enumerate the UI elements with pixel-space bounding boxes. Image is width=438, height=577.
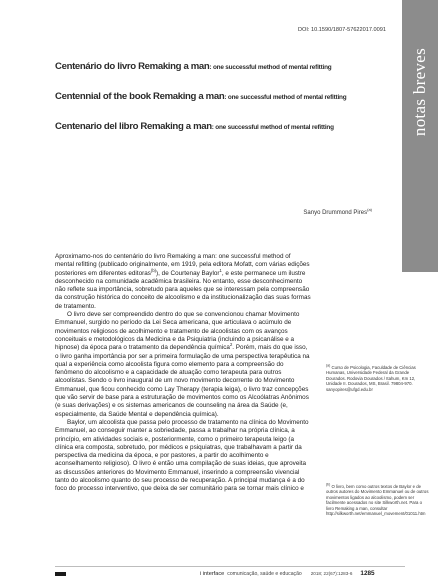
body-text: . Porém, mais do que isso, o livro ganha importância por ser a primeira formulação de uma perspectiva terapêutica na qual a experiência como alcoolista figura como elemento para a compreensão do fenômeno do alcoolismo e a capacidade de atuação como terapeuta para outros alcoolistas. Sendo o livro inaugural de um novo movimento decorrente do Movimento Emmanuel, que ficou conhecido como Lay Therapy (terapia leiga), o livro traz concepções que vão servir de base para a estruturação de movimentos como os Alcoólatras Anônimos (e suas derivações) e os sistemas americanos de counseling na área da Saúde (e, especialmente, da Saúde Mental e dependência química).	[55, 344, 310, 418]
journal-name: comunicação, saúde e educação	[227, 570, 302, 577]
footnote-source	[326, 484, 430, 516]
footer-divider	[55, 566, 405, 567]
issue-citation: 2018; 22(67):1283-6	[310, 571, 353, 576]
footnote-affiliation	[326, 365, 430, 392]
body-text: Aproximamo-nos do centenário do livro Remaking a man: one successful method of mental refitting (publicado originalmente, em 1919, pela editora Mofatt, com várias edições posteriores em diferentes editoras	[55, 253, 310, 277]
section-tab	[402, 0, 438, 272]
footnote-mark: (b)	[326, 482, 331, 487]
cc-license-icon	[55, 572, 66, 576]
title-portuguese	[55, 56, 332, 74]
title-subtitle: : one successful method of mental refitting	[224, 94, 347, 101]
body-paragraph	[55, 311, 311, 419]
title-subtitle: : one successful method of mental refitting	[209, 64, 332, 71]
body-text: ), de Courtenay Baylor	[156, 269, 220, 277]
footnote-text: O livro, bem como outros textos de Baylor e de outros autores do Movimento Emmanuel ou de outros movimentos ligados ao alcoolismo, podem ser facilmente acessados no site Silkworth.net. Para o livro Remaking a man, consultar http://silkworth.net/emmanuel_movement/01011.htm	[326, 484, 429, 517]
doi-line: DOI: 10.1590/1807-57622017.0091	[297, 27, 386, 33]
author-note-mark: (a)	[367, 207, 372, 212]
page-footer	[200, 570, 410, 577]
author-line	[256, 207, 372, 216]
body-paragraph	[55, 253, 311, 311]
journal-logo: i interface	[200, 570, 225, 577]
title-english	[55, 86, 346, 104]
reference-number: 2	[229, 342, 233, 348]
body-text: , e este permanece um ilustre desconhecido na comunidade acadêmica brasileira. No entanto, esse desconhecimento não reflete sua importância, sobretudo para aqueles que se interessam pela compreensão da construção histórica do conceito de alcoolismo e da institucionalização das suas formas de tratamento.	[55, 269, 311, 310]
title-main: Centenário do livro Remaking a man	[55, 61, 210, 72]
reference-number: 1	[219, 267, 222, 273]
title-spanish	[55, 116, 334, 134]
body-paragraph: Baylor, um alcoolista que passa pelo processo de tratamento na clínica do Movimento Emmanuel, ao conseguir manter a sobriedade, passa a trabalhar na própria clínica, a princípio, em atividades sociais e, posteriormente, como o primeiro terapeuta leigo (a clínica era composta, sobretudo, por médicos e psiquiatras, que trabalhavam a partir da perspectiva da medicina da época, e por pastores, a partir do acolhimento e aconselhamento religioso). O livro é então uma compilação de suas ideias, que aproveita as discussões anteriores do Movimento Emmanuel, inserindo a compreensão vivencial tanto do alcoolismo quanto do seu processo de recuperação. A principal mudança é a do foco do processo interventivo, que deixa de ser comunitário para se tornar mais clínico e	[55, 418, 309, 493]
title-subtitle: : one successful method of mental refitting	[211, 124, 334, 131]
footnote-ref: (b)	[150, 267, 157, 273]
title-main: Centenario del libro Remaking a man	[55, 121, 212, 132]
page-number: 1285	[360, 570, 375, 577]
section-tab-label: notas breves	[410, 48, 429, 137]
footnote-mark: (a)	[326, 363, 331, 368]
body-text: O livro deve ser compreendido dentro do que se convencionou chamar Movimento Emmanuel, surgido no período da Lei Seca americana, que articulava o acúmulo de movimentos religiosos de acolhimento e tratamento de alcoolistas com os avanços conceituais e metodológicos da Medicina e da Psiquiatria (incluindo a psicanálise e a hipnose) da época para o tratamento da dependência química	[55, 311, 300, 352]
footnote-text: Curso de Psicologia, Faculdade de Ciências Humanas, Universidade Federal da Grande Dourados. Rodovia Dourados / Itahum, Km 12, Unidade II. Dourados, MS, Brasil. 79804-970. sanyopires@ufgd.edu.br	[326, 365, 416, 392]
title-main: Centennial of the book Remaking a man	[55, 91, 225, 102]
author-name: Sanyo Drummond Pires	[303, 210, 368, 216]
article-body	[55, 253, 311, 494]
